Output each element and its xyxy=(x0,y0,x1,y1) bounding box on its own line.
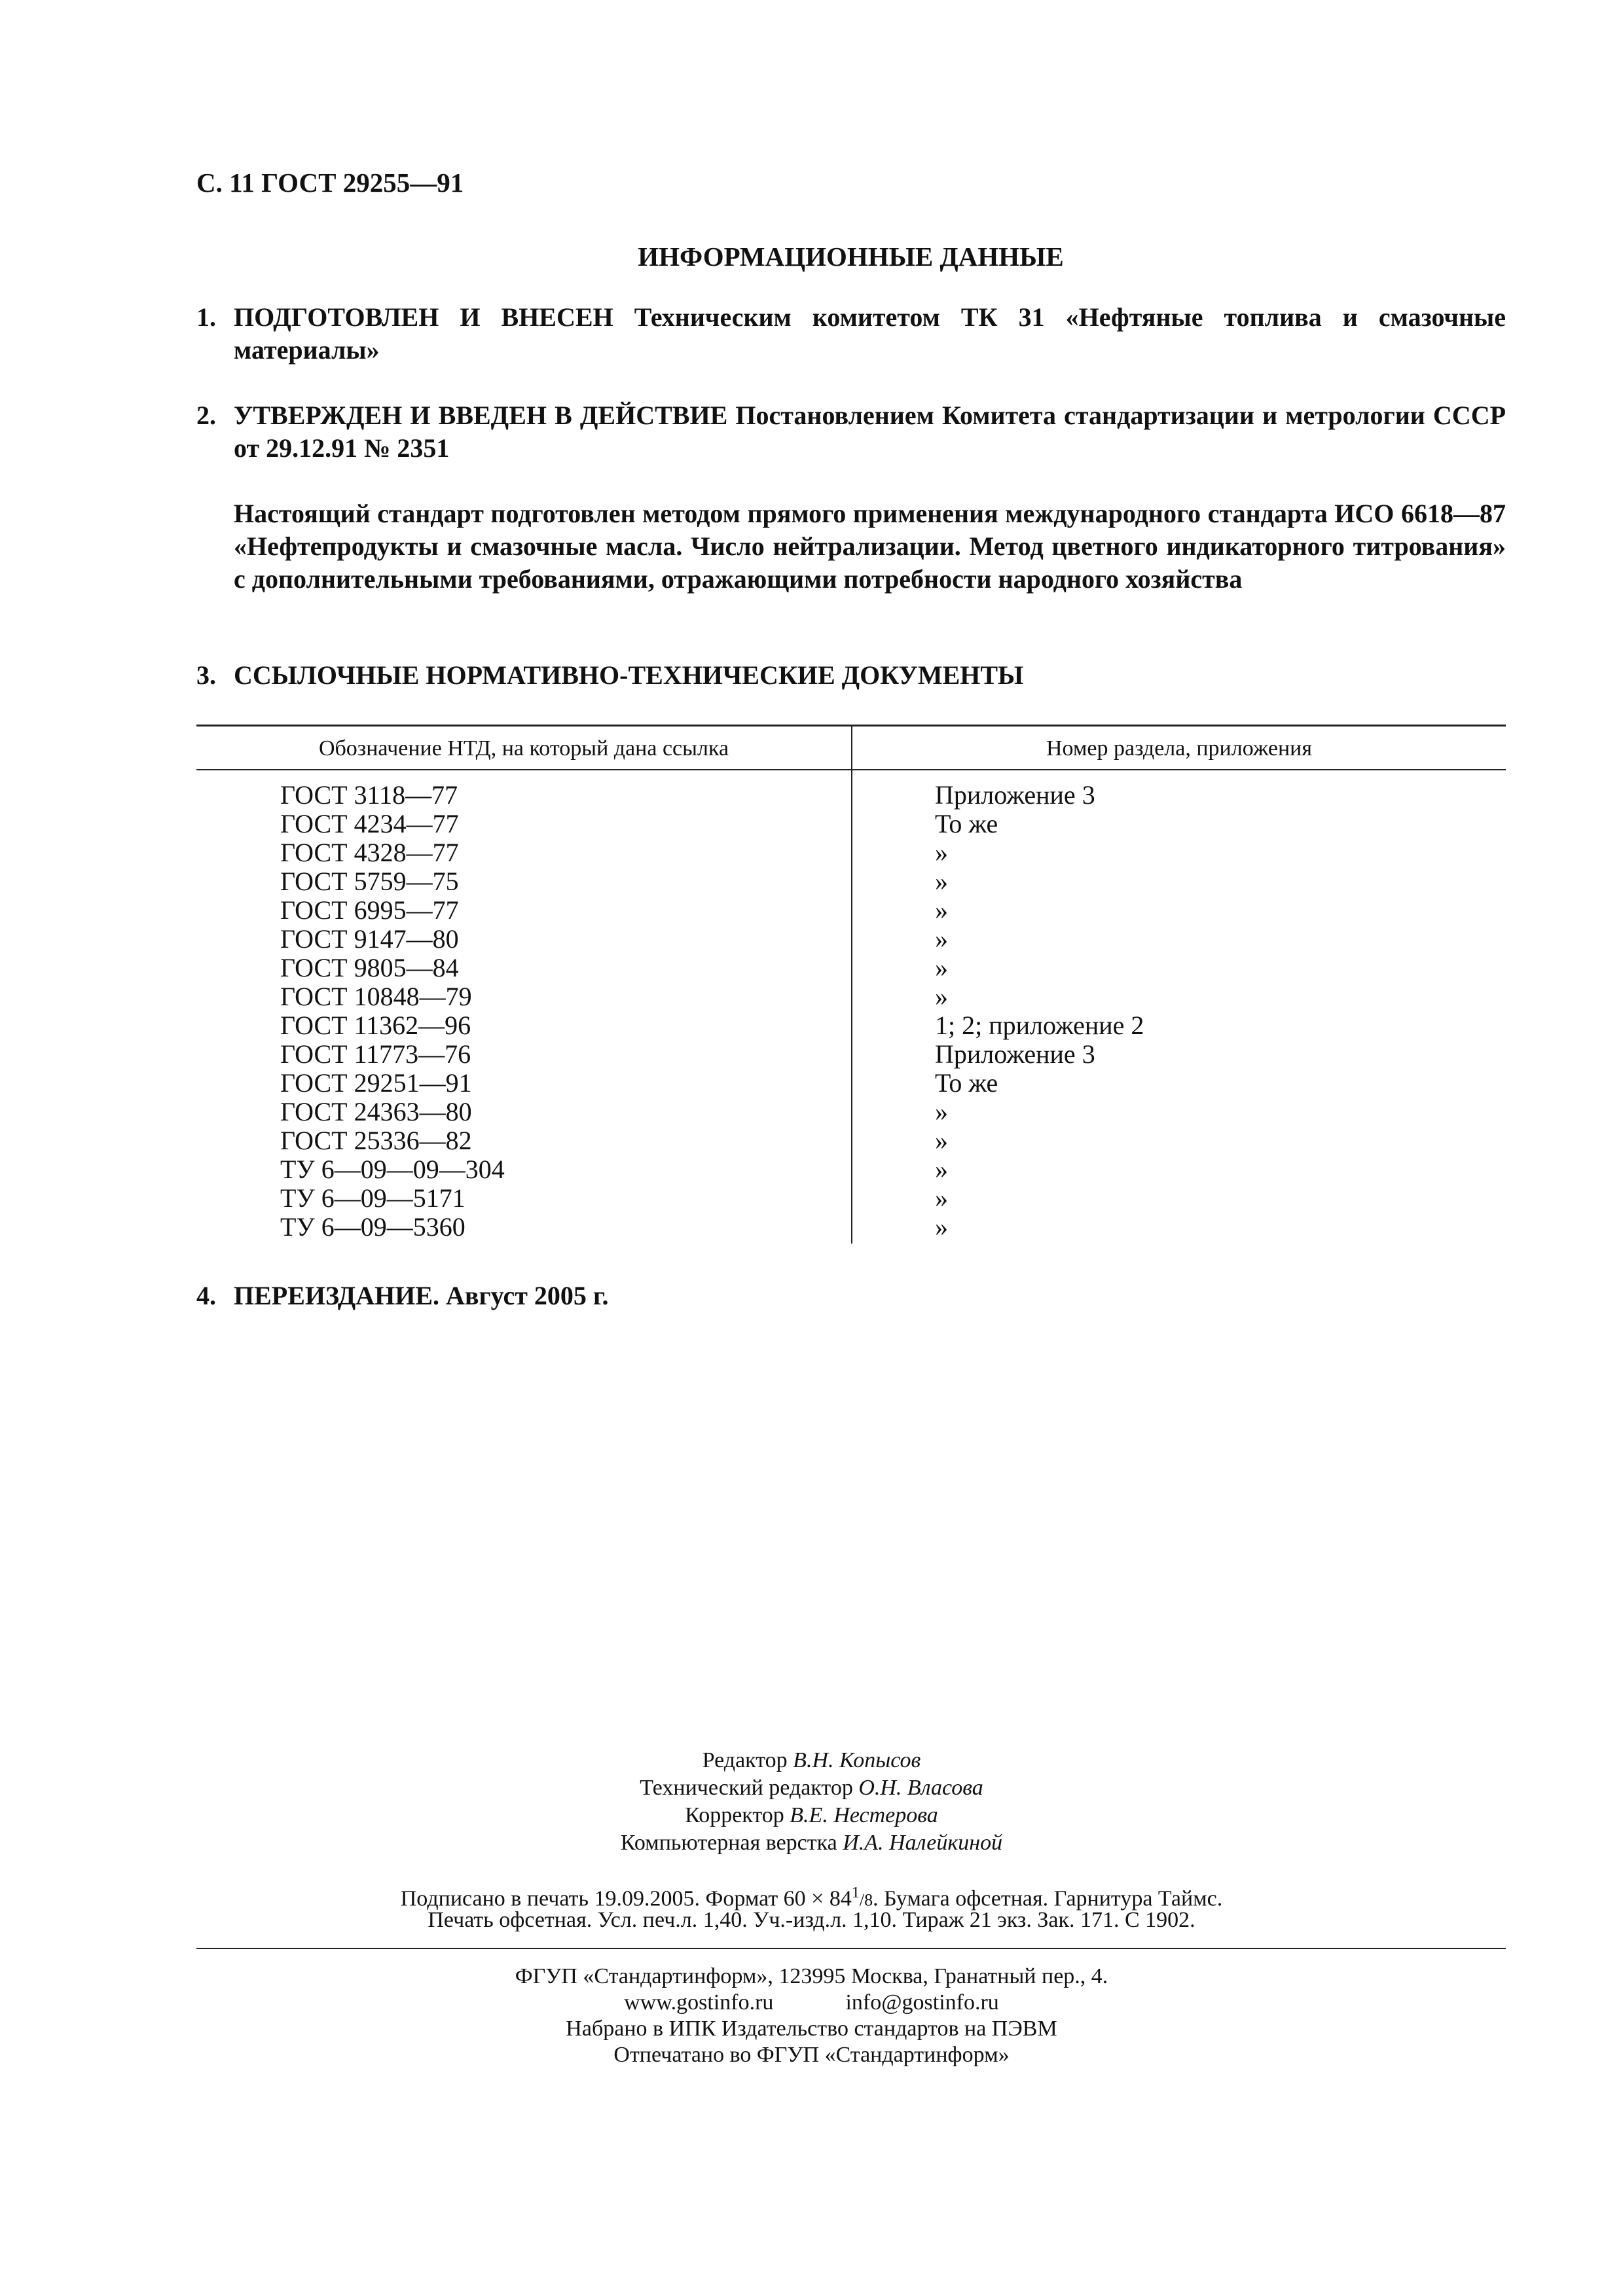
table-cell-section: » xyxy=(935,982,948,1011)
table-cell-ntd: ГОСТ 29251—91 xyxy=(280,1068,472,1098)
table-cell-section: » xyxy=(935,1097,948,1126)
table-cell-section: 1; 2; приложение 2 xyxy=(935,1011,1144,1040)
corrector-label: Корректор xyxy=(685,1803,790,1827)
signed-text-b: . Бумага офсетная. Гарнитура Таймс. xyxy=(873,1886,1223,1911)
section-title: ИНФОРМАЦИОННЫЕ ДАННЫЕ xyxy=(638,242,1064,272)
table-cell-ntd: ГОСТ 11362—96 xyxy=(280,1011,471,1040)
imprint-layout xyxy=(0,1830,1623,1856)
table-cell-section: » xyxy=(935,838,948,867)
item-2-number: 2. xyxy=(196,401,216,430)
item-2-text: Постановлением Комитета стандартизации и метрологии СССР от 29.12.91 № 2351 xyxy=(234,401,1506,463)
column-header-ntd: Обозначение НТД, на который дана ссылка xyxy=(318,736,729,761)
column-header-section: Номер раздела, приложения xyxy=(1046,736,1313,761)
table-cell-section: Приложение 3 xyxy=(935,1039,1095,1069)
table-cell-section: » xyxy=(935,924,948,954)
table-cell-ntd: ГОСТ 9147—80 xyxy=(280,924,459,954)
item-2-lead: УТВЕРЖДЕН И ВВЕДЕН В ДЕЙСТВИЕ xyxy=(234,401,728,430)
item-3-lead: ССЫЛОЧНЫЕ НОРМАТИВНО-ТЕХНИЧЕСКИЕ ДОКУМЕНТЫ xyxy=(234,660,1024,690)
imprint-printed: Отпечатано во ФГУП «Стандартинформ» xyxy=(613,2043,1010,2067)
item-1 xyxy=(196,301,1506,367)
table-cell-section: » xyxy=(935,1183,948,1213)
table-cell-section: » xyxy=(935,1126,948,1155)
corrector-name: В.Е. Нестерова xyxy=(790,1803,938,1827)
editor-name: В.Н. Копысов xyxy=(793,1748,921,1772)
imprint-rule xyxy=(196,1948,1506,1949)
email: info@gostinfo.ru xyxy=(845,1990,999,2015)
layout-label: Компьютерная верстка xyxy=(620,1831,843,1855)
item-1-lead: ПОДГОТОВЛЕН И ВНЕСЕН xyxy=(234,302,613,332)
table-cell-ntd: ГОСТ 10848—79 xyxy=(280,982,472,1011)
table-cell-section: » xyxy=(935,867,948,896)
table-cell-ntd: ГОСТ 11773—76 xyxy=(280,1039,471,1069)
table-column-divider xyxy=(851,725,852,1244)
item-4-lead: ПЕРЕИЗДАНИЕ. xyxy=(234,1281,440,1310)
item-4-text: Август 2005 г. xyxy=(439,1281,609,1310)
table-cell-ntd: ТУ 6—09—5171 xyxy=(280,1183,465,1213)
table-cell-ntd: ГОСТ 5759—75 xyxy=(280,867,459,896)
table-cell-ntd: ГОСТ 24363—80 xyxy=(280,1097,472,1126)
imprint-tech-editor xyxy=(0,1775,1623,1801)
imprint-contacts xyxy=(0,1990,1623,2016)
signed-text-a: Подписано в печать 19.09.2005. Формат 60 × 84 xyxy=(400,1886,852,1911)
table-cell-ntd: ГОСТ 4328—77 xyxy=(280,838,459,867)
table-cell-section: » xyxy=(935,1212,948,1242)
layout-name: И.А. Налейкиной xyxy=(843,1831,1003,1855)
item-4 xyxy=(196,1280,1506,1312)
table-cell-ntd: ГОСТ 3118—77 xyxy=(280,780,458,810)
table-cell-ntd: ТУ 6—09—5360 xyxy=(280,1212,465,1242)
imprint-print-line: Печать офсетная. Усл. печ.л. 1,40. Уч.-изд.л. 1,10. Тираж 21 экз. Зак. 171. С 1902. xyxy=(428,1908,1195,1932)
item-2 xyxy=(196,399,1506,465)
table-cell-ntd: ГОСТ 25336—82 xyxy=(280,1126,472,1155)
table-cell-ntd: ГОСТ 4234—77 xyxy=(280,809,459,838)
standard-note: Настоящий стандарт подготовлен методом прямого применения международного стандарта ИСО 6618—87 «Нефтепродукты и смазочные масла. Число нейтрализации. Метод цветного индикаторного титрования» с дополнительными требованиями, отражающими потребности народного хозяйства xyxy=(234,499,1506,594)
item-1-number: 1. xyxy=(196,302,216,332)
tech-editor-name: О.Н. Власова xyxy=(858,1776,983,1800)
item-1-text: Техническим комитетом ТК 31 «Нефтяные топлива и смазочные материалы» xyxy=(234,302,1506,365)
item-4-number: 4. xyxy=(196,1281,216,1310)
page-header: С. 11 ГОСТ 29255—91 xyxy=(196,168,464,198)
website: www.gostinfo.ru xyxy=(624,1990,774,2015)
imprint-publisher: ФГУП «Стандартинформ», 123995 Москва, Гранатный пер., 4. xyxy=(515,1964,1108,1988)
imprint-typeset: Набрано в ИПК Издательство стандартов на ПЭВМ xyxy=(566,2017,1057,2041)
table-cell-ntd: ГОСТ 9805—84 xyxy=(280,953,459,982)
table-cell-ntd: ТУ 6—09—09—304 xyxy=(280,1155,505,1184)
table-cell-section: » xyxy=(935,895,948,925)
item-3 xyxy=(196,659,1506,692)
table-cell-section: » xyxy=(935,1155,948,1184)
table-cell-section: » xyxy=(935,953,948,982)
signed-format-sup: 1 xyxy=(851,1884,860,1901)
editor-label: Редактор xyxy=(702,1748,793,1772)
imprint-corrector xyxy=(0,1803,1623,1829)
table-cell-section: То же xyxy=(935,809,998,838)
imprint-editor xyxy=(0,1748,1623,1774)
table-cell-section: То же xyxy=(935,1068,998,1098)
table-cell-section: Приложение 3 xyxy=(935,780,1095,810)
signed-format-sub: /8 xyxy=(859,1890,873,1910)
table-cell-ntd: ГОСТ 6995—77 xyxy=(280,895,459,925)
tech-editor-label: Технический редактор xyxy=(640,1776,859,1800)
item-3-number: 3. xyxy=(196,660,216,690)
